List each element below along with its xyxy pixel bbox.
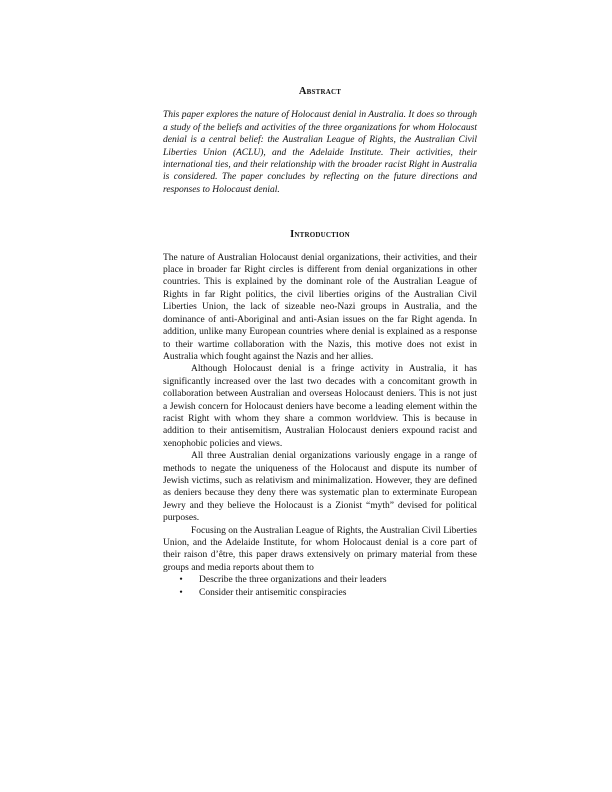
intro-paragraph-3: All three Australian denial organizations variously engage in a range of methods to negate the uniqueness of the Holocaust and dispute its number of Jewish victims, such as relativism and minimalization. However, they are defined as deniers because they deny there was systematic plan to exterminate European Jewry and they believe the Holocaust is a Zionist “myth” devised for political purposes. — [163, 451, 477, 524]
intro-paragraph-4: Focusing on the Australian League of Rights, the Australian Civil Liberties Union, and the Adelaide Institute, for whom Holocaust denial is a core part of their raison d’être, this paper draws extensively on primary material from these groups and media reports about them to — [163, 525, 477, 573]
intro-paragraph-1: The nature of Australian Holocaust denial organizations, their activities, and their place in broader far Right circles is different from denial organizations in other countries. This is explained by the dominant role of the Australian League of Rights in far Right politics, the civil liberties origins of the Australian Civil Liberties Union, the lack of sizeable neo-Nazi groups in Australia, and the dominance of anti-Aboriginal and anti-Asian issues on the far Right agenda. In addition, unlike many European countries where denial is explained as a response to their wartime collaboration with the Nazis, this motive does not exist in Australia which fought against the Nazis and her allies. — [163, 252, 477, 362]
introduction-heading: Introduction — [290, 229, 350, 241]
abstract-text: This paper explores the nature of Holocaust denial in Australia. It does so through a study of the beliefs and activities of the three organizations for whom Holocaust denial is a central belief: the Australian League of Rights, the Australian Civil Liberties Union (ACLU), and the Adelaide Institute. Their activities, their international ties, and their relationship with the broader racist Right in Australia is considered. The paper concludes by reflecting on the future directions and responses to Holocaust denial. — [163, 110, 477, 195]
bullet-icon: • — [179, 575, 183, 586]
list-item-text: Describe the three organizations and their leaders — [199, 575, 387, 586]
text-column — [163, 86, 477, 599]
aims-list — [163, 574, 477, 599]
list-item — [176, 587, 477, 599]
bullet-icon: • — [179, 587, 183, 598]
intro-paragraph-2: Although Holocaust denial is a fringe activity in Australia, it has significantly increased over the last two decades with a concomitant growth in collaboration between Australian and overseas Holocaust deniers. This is not just a Jewish concern for Holocaust deniers have become a leading element within the racist Right with whom they share a common worldview. This is because in addition to their antisemitism, Australian Holocaust deniers expound racist and xenophobic policies and views. — [163, 364, 477, 449]
list-item — [176, 574, 477, 586]
list-item-text: Consider their antisemitic conspiracies — [199, 587, 347, 598]
abstract-heading: Abstract — [298, 86, 342, 97]
